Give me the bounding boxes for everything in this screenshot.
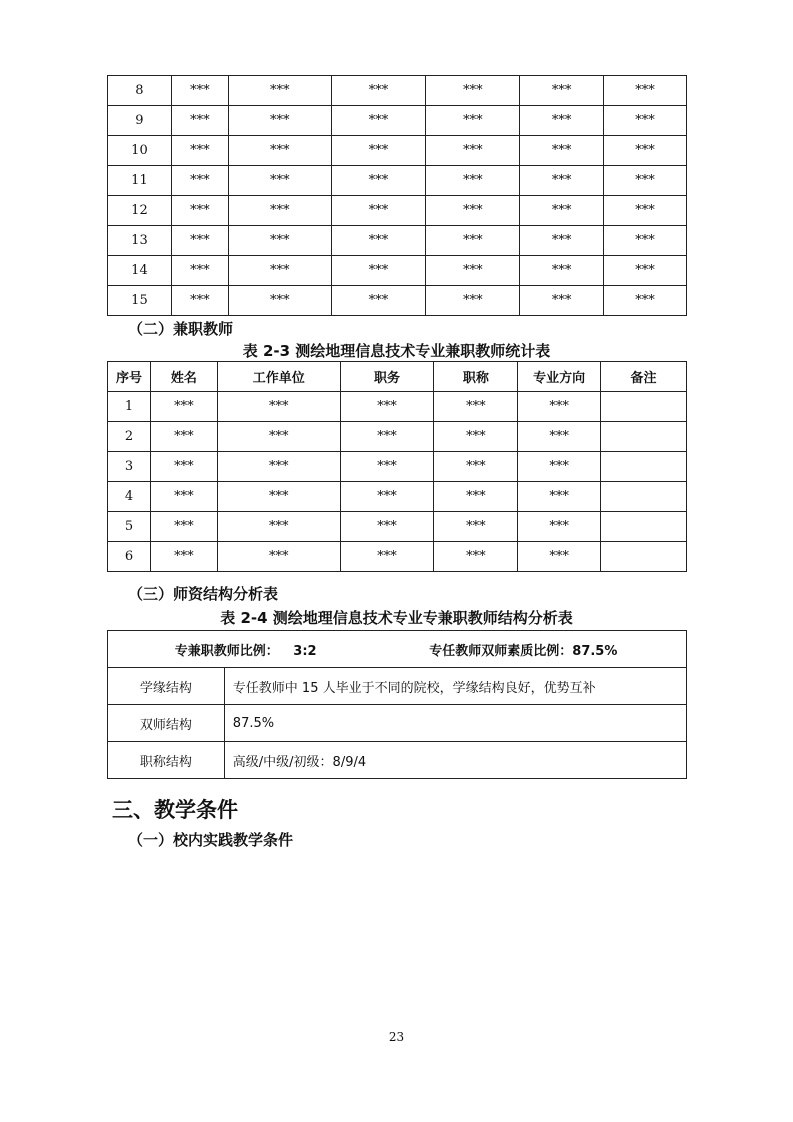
table-cell: *** [434, 452, 518, 482]
table-cell [601, 512, 687, 542]
dual-qualified-structure-row [108, 705, 687, 742]
table-cell: 10 [108, 136, 172, 166]
table-cell: *** [426, 286, 520, 316]
table-cell: *** [331, 256, 426, 286]
table-cell: *** [604, 286, 687, 316]
table-cell: *** [604, 226, 687, 256]
table-cell: 8 [108, 76, 172, 106]
table-row [108, 542, 687, 572]
table-row [108, 286, 687, 316]
table-cell: *** [150, 512, 217, 542]
table-cell: *** [331, 106, 426, 136]
row-value: 高级/中级/初级：8/9/4 [224, 742, 686, 779]
table-cell: *** [217, 452, 340, 482]
table-cell: *** [171, 106, 228, 136]
table-cell: 6 [108, 542, 151, 572]
table-cell: *** [518, 542, 601, 572]
table-cell: *** [340, 482, 434, 512]
table-cell: *** [434, 482, 518, 512]
table-row [108, 226, 687, 256]
table-header-row [108, 362, 687, 392]
table-cell: *** [217, 542, 340, 572]
ratio-label: 专兼职教师比例： [174, 643, 279, 659]
column-header: 姓名 [150, 362, 217, 392]
table-cell: *** [331, 76, 426, 106]
dual-qualified-label: 专任教师双师素质比例： [429, 643, 573, 659]
table-cell: *** [434, 422, 518, 452]
table-cell: *** [150, 482, 217, 512]
table-cell: *** [150, 452, 217, 482]
row-label: 职称结构 [108, 742, 225, 779]
table-cell: *** [520, 286, 604, 316]
table-cell: *** [426, 76, 520, 106]
table-cell: *** [520, 166, 604, 196]
table-cell: *** [171, 196, 228, 226]
ratio-row [108, 631, 687, 668]
table-cell: *** [604, 76, 687, 106]
table-cell: *** [171, 76, 228, 106]
table-cell: *** [228, 286, 331, 316]
table-row [108, 512, 687, 542]
section-practice-conditions: （一）校内实践教学条件 [128, 831, 294, 849]
table-2-4-caption: 表 2-4 测绘地理信息技术专业专兼职教师结构分析表 [220, 609, 573, 627]
table-cell: *** [228, 166, 331, 196]
table-cell: *** [150, 542, 217, 572]
column-header: 职务 [340, 362, 434, 392]
column-header: 备注 [601, 362, 687, 392]
column-header: 序号 [108, 362, 151, 392]
table-cell: *** [331, 286, 426, 316]
table-cell: *** [228, 76, 331, 106]
table-cell: *** [518, 512, 601, 542]
table-cell: 5 [108, 512, 151, 542]
table-row [108, 422, 687, 452]
table-cell: *** [340, 452, 434, 482]
table-cell: *** [518, 422, 601, 452]
table-cell: *** [340, 392, 434, 422]
table-cell: *** [520, 226, 604, 256]
table-cell: *** [171, 136, 228, 166]
row-value: 专任教师中 15 人毕业于不同的院校，学缘结构良好，优势互补 [224, 668, 686, 705]
column-header: 专业方向 [518, 362, 601, 392]
dual-qualified-value: 87.5% [572, 643, 618, 659]
page-number: 23 [388, 1030, 405, 1044]
table-cell: 11 [108, 166, 172, 196]
table-cell: *** [434, 542, 518, 572]
table-cell: 15 [108, 286, 172, 316]
ratio-value: 3:2 [293, 643, 317, 659]
row-label: 双师结构 [108, 705, 225, 742]
table-cell: *** [340, 422, 434, 452]
table-cell: *** [171, 286, 228, 316]
table-cell: *** [604, 196, 687, 226]
table-cell: *** [426, 166, 520, 196]
table-2-3-caption: 表 2-3 测绘地理信息技术专业兼职教师统计表 [242, 342, 551, 360]
table-cell: 13 [108, 226, 172, 256]
title-structure-row [108, 742, 687, 779]
row-value: 87.5% [224, 705, 686, 742]
table-cell [601, 452, 687, 482]
table-cell: 3 [108, 452, 151, 482]
table-cell: *** [150, 422, 217, 452]
table-row [108, 166, 687, 196]
table-cell: *** [520, 196, 604, 226]
table-cell [601, 542, 687, 572]
faculty-structure-table [107, 630, 687, 779]
table-cell: *** [331, 136, 426, 166]
table-cell: 14 [108, 256, 172, 286]
academic-structure-row [108, 668, 687, 705]
table-cell: *** [228, 136, 331, 166]
table-cell: *** [228, 196, 331, 226]
table-cell: 9 [108, 106, 172, 136]
table-cell: *** [604, 106, 687, 136]
table-cell: *** [518, 452, 601, 482]
table-cell: *** [520, 76, 604, 106]
table-cell: *** [171, 166, 228, 196]
table-cell: *** [434, 512, 518, 542]
table-cell: *** [217, 422, 340, 452]
table-row [108, 76, 687, 106]
table-cell: *** [520, 136, 604, 166]
table-cell: *** [228, 226, 331, 256]
table-row [108, 256, 687, 286]
table-cell: *** [426, 106, 520, 136]
table-cell: *** [171, 226, 228, 256]
table-cell: *** [217, 392, 340, 422]
table-cell: *** [217, 482, 340, 512]
table-cell: *** [426, 226, 520, 256]
table-row [108, 482, 687, 512]
table-cell [601, 482, 687, 512]
table-row [108, 196, 687, 226]
table-row [108, 452, 687, 482]
table-cell: *** [604, 136, 687, 166]
table-cell: *** [520, 106, 604, 136]
table-cell: *** [331, 226, 426, 256]
table-row [108, 106, 687, 136]
section-faculty-structure: （三）师资结构分析表 [128, 585, 279, 603]
table-cell: 1 [108, 392, 151, 422]
table-cell: *** [434, 392, 518, 422]
table-cell: *** [228, 106, 331, 136]
table-cell [601, 392, 687, 422]
table-cell: *** [520, 256, 604, 286]
table-cell: *** [426, 256, 520, 286]
column-header: 工作单位 [217, 362, 340, 392]
table-cell: *** [604, 166, 687, 196]
row-label: 学缘结构 [108, 668, 225, 705]
fulltime-teacher-table-continued [107, 75, 687, 316]
table-cell: *** [171, 256, 228, 286]
table-row [108, 392, 687, 422]
table-cell: *** [426, 196, 520, 226]
table-cell: *** [518, 392, 601, 422]
part-time-teacher-table [107, 361, 687, 572]
table-cell: *** [150, 392, 217, 422]
table-cell: *** [331, 166, 426, 196]
table-cell: *** [228, 256, 331, 286]
column-header: 职称 [434, 362, 518, 392]
table-row [108, 136, 687, 166]
section-part-time-teachers: （二）兼职教师 [128, 320, 234, 338]
chapter-title: 三、教学条件 [112, 798, 238, 822]
table-cell [601, 422, 687, 452]
table-cell: *** [331, 196, 426, 226]
table-cell: *** [518, 482, 601, 512]
table-cell: *** [217, 512, 340, 542]
table-cell: *** [340, 512, 434, 542]
table-cell: *** [340, 542, 434, 572]
table-cell: *** [604, 256, 687, 286]
table-cell: *** [426, 136, 520, 166]
table-cell: 2 [108, 422, 151, 452]
table-cell: 4 [108, 482, 151, 512]
table-cell: 12 [108, 196, 172, 226]
